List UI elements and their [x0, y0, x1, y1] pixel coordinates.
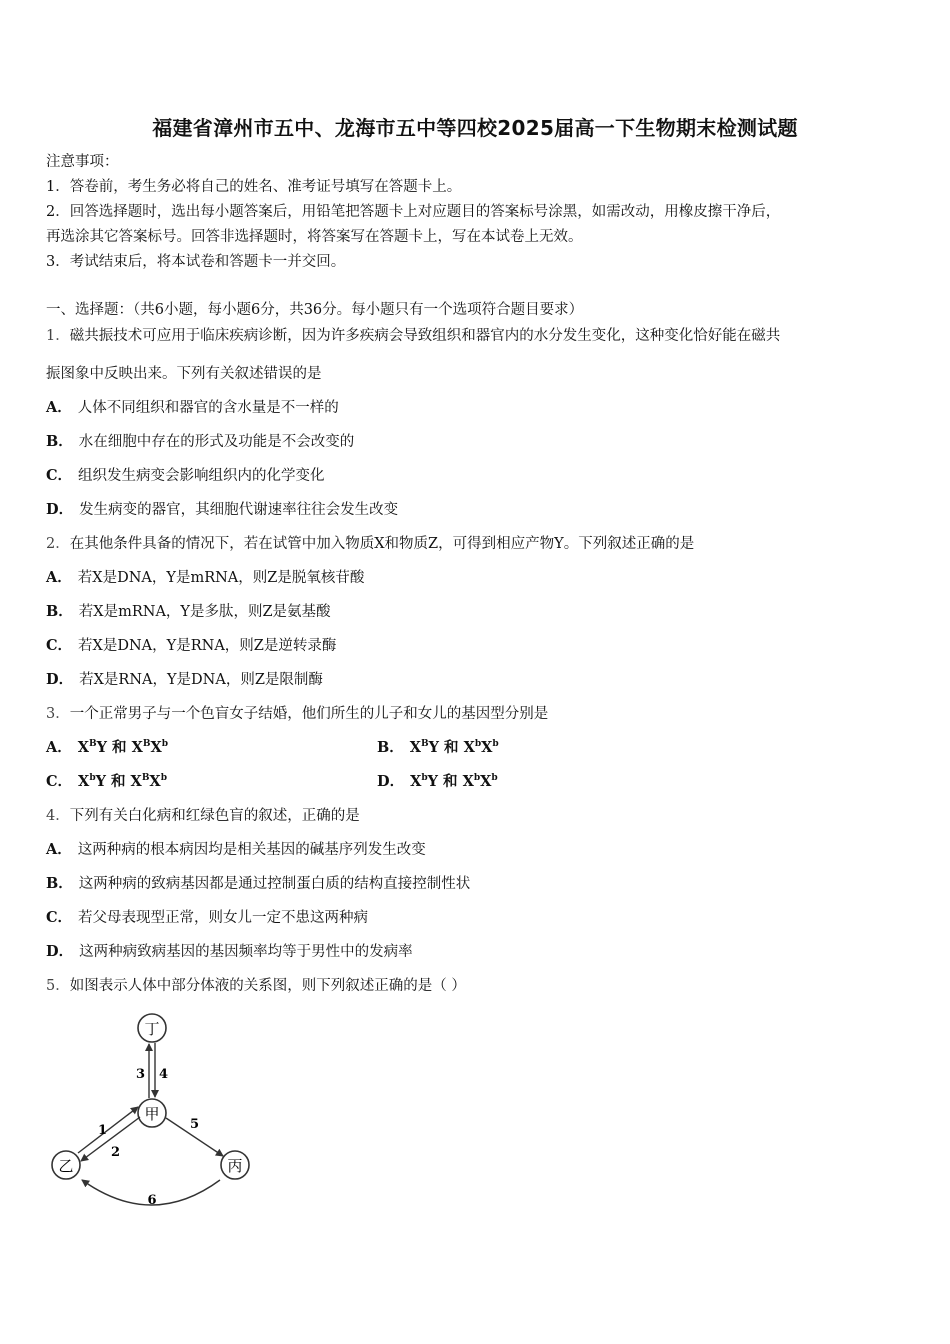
- question-number: 1．: [46, 328, 70, 344]
- question-1-stem: 1．磁共振技术可应用于临床疾病诊断，因为许多疾病会导致组织和器官内的水分发生变化，这种变化恰好能在磁共: [46, 328, 781, 344]
- question-1-option-a: A． 人体不同组织和器官的含水量是不一样的: [46, 399, 339, 416]
- question-2-stem: 2．在其他条件具备的情况下，若在试管中加入物质X和物质Z，可得到相应产物Y。下列叙述正确的是: [46, 536, 695, 552]
- arrow-label: 1: [98, 1123, 108, 1138]
- notice-item: 1．答卷前，考生务必将自己的姓名、准考证号填写在答题卡上。: [46, 179, 462, 195]
- notice-item: 2．回答选择题时，选出每小题答案后，用铅笔把答题卡上对应题目的答案标号涂黑，如需改动，用橡皮擦干净后，: [46, 204, 781, 220]
- node-jia: [138, 1099, 166, 1127]
- question-3-option-c: C． $X^bY$ 和 $X^BX^b$: [46, 773, 167, 790]
- question-1-stem-cont: 振图象中反映出来。下列有关叙述错误的是: [46, 366, 322, 382]
- question-2-option-c: C． 若X是DNA，Y是RNA，则Z是逆转录酶: [46, 637, 337, 654]
- node-yi: [52, 1151, 80, 1179]
- svg-text:丁: 丁: [144, 1020, 160, 1038]
- section-heading: 一、选择题：（共6小题，每小题6分，共36分。每小题只有一个选项符合题目要求）: [46, 302, 584, 318]
- question-3-option-d: D． $X^bY$ 和 $X^bX^b$: [377, 773, 498, 790]
- question-number: 2．: [46, 536, 70, 552]
- question-number: 5．: [46, 978, 70, 994]
- question-number: 4．: [46, 808, 70, 824]
- arrow-label: 4: [159, 1067, 169, 1082]
- question-4-option-a: A． 这两种病的根本病因均是相关基因的碱基序列发生改变: [46, 841, 426, 858]
- question-2-option-b: B． 若X是mRNA，Y是多肽，则Z是氨基酸: [46, 603, 331, 620]
- question-1-option-b: B． 水在细胞中存在的形式及功能是不会改变的: [46, 433, 355, 450]
- question-2-option-a: A． 若X是DNA，Y是mRNA，则Z是脱氧核苷酸: [46, 569, 365, 586]
- node-bing: [221, 1151, 249, 1179]
- question-4-stem: 4．下列有关白化病和红绿色盲的叙述，正确的是: [46, 808, 360, 824]
- page-title: 福建省漳州市五中、龙海市五中等四校2025届高一下生物期末检测试题: [152, 116, 798, 140]
- question-3-stem: 3．一个正常男子与一个色盲女子结婚，他们所生的儿子和女儿的基因型分别是: [46, 706, 549, 722]
- arrow-label: 5: [190, 1117, 200, 1132]
- question-1-option-d: D． 发生病变的器官，其细胞代谢速率往往会发生改变: [46, 501, 399, 518]
- question-4-option-b: B． 这两种病的致病基因都是通过控制蛋白质的结构直接控制性状: [46, 875, 471, 892]
- arrow-label: 2: [111, 1145, 121, 1160]
- arrow-label: 3: [136, 1067, 146, 1082]
- question-3-option-b: B． $X^BY$ 和 $X^bX^b$: [377, 739, 499, 756]
- notice-item: 再选涂其它答案标号。回答非选择题时，将答案写在答题卡上，写在本试卷上无效。: [46, 229, 583, 245]
- question-4-option-d: D． 这两种病致病基因的基因频率均等于男性中的发病率: [46, 943, 413, 960]
- question-1-option-c: C． 组织发生病变会影响组织内的化学变化: [46, 467, 325, 484]
- arrow-1: [78, 1107, 138, 1153]
- svg-text:甲: 甲: [144, 1105, 160, 1123]
- question-3-option-a: A． $X^BY$ 和 $X^BX^b$: [46, 739, 169, 756]
- question-2-option-d: D． 若X是RNA，Y是DNA，则Z是限制酶: [46, 671, 323, 688]
- question-5-stem: 5．如图表示人体中部分体液的关系图，则下列叙述正确的是（ ）: [46, 978, 466, 994]
- body-fluid-diagram: [40, 1008, 270, 1218]
- notice-item: 3．考试结束后，将本试卷和答题卡一并交回。: [46, 254, 346, 270]
- arrow-label: 6: [147, 1193, 157, 1208]
- notice-heading: 注意事项：: [46, 154, 119, 170]
- question-number: 3．: [46, 706, 70, 722]
- node-ding: [138, 1014, 166, 1042]
- question-4-option-c: C． 若父母表现型正常，则女儿一定不患这两种病: [46, 909, 369, 926]
- svg-text:丙: 丙: [227, 1157, 243, 1175]
- svg-text:乙: 乙: [58, 1157, 74, 1175]
